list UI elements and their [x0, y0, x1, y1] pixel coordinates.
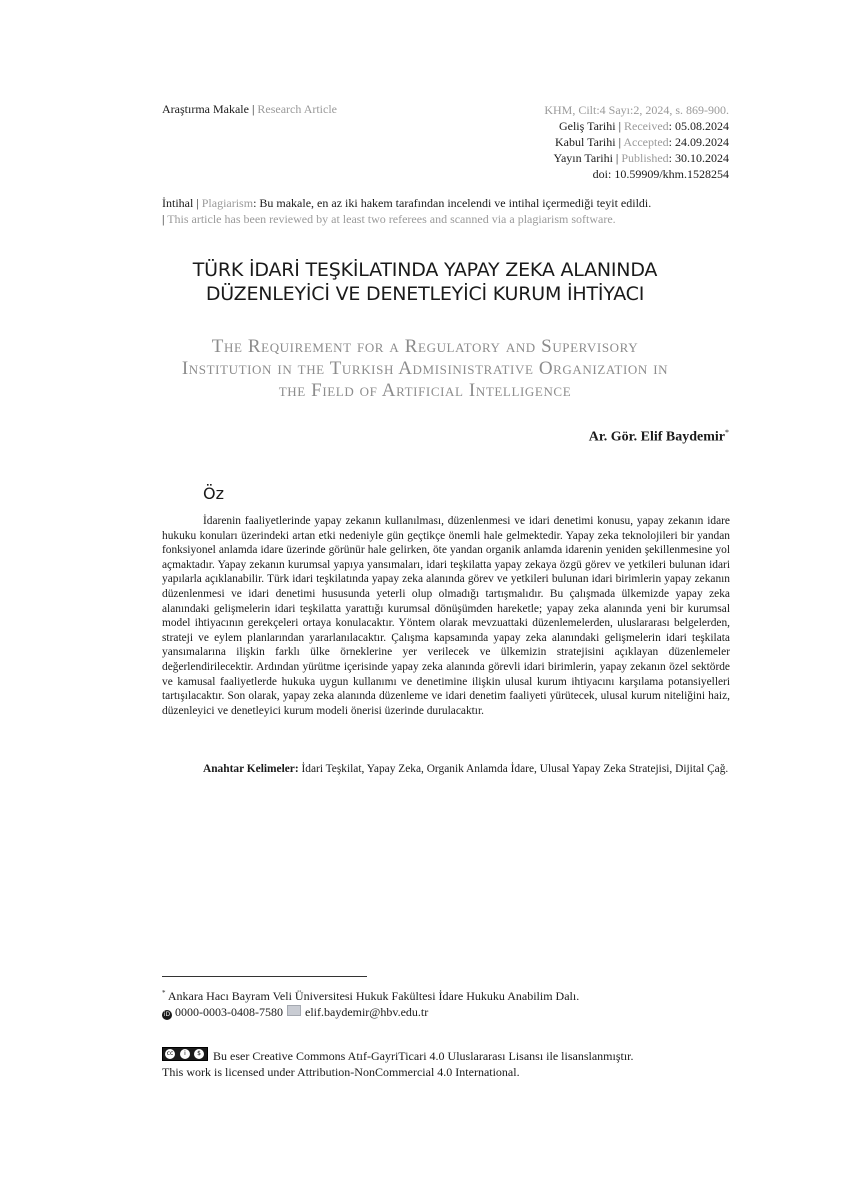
keywords	[162, 762, 730, 777]
cc-by-nc-license-icon[interactable]	[162, 1047, 208, 1061]
accepted-date: : 24.09.2024	[668, 135, 729, 149]
orcid-id[interactable]: 0000-0003-0408-7580	[175, 1005, 283, 1019]
plagiarism-line-tr: İntihal | Plagiarism: Bu makale, en az iki hakem tarafından incelendi ve intihal içermediği teyit edildi.	[162, 196, 652, 210]
plagiarism-text-en: This article has been reviewed by at least two referees and scanned via a plagiarism software.	[164, 212, 616, 226]
footnote-divider	[162, 976, 367, 977]
keywords-label: Anahtar Kelimeler:	[203, 763, 299, 775]
plagiarism-note	[162, 195, 722, 227]
keywords-text: İdari Teşkilat, Yapay Zeka, Organik Anlamda İdare, Ulusal Yapay Zeka Stratejisi, Dijital Çağ.	[298, 763, 729, 775]
abstract-heading: Öz	[203, 484, 224, 503]
footnote	[162, 985, 579, 1020]
license-text-en: This work is licensed under Attribution-NonCommercial 4.0 International.	[162, 1065, 520, 1079]
title-en-line-1: The Requirement for a Regulatory and Supervisory	[211, 336, 639, 357]
affiliation: Ankara Hacı Bayram Veli Üniversitesi Hukuk Fakültesi İdare Hukuku Anabilim Dalı.	[165, 989, 580, 1003]
license-line-tr	[162, 1047, 634, 1064]
article-type	[162, 102, 337, 117]
published-label-en: Published	[621, 151, 669, 165]
received-label-tr: Geliş Tarihi	[558, 119, 616, 133]
received-date: : 05.08.2024	[668, 119, 729, 133]
footnote-mark: *	[162, 989, 166, 997]
author-footnote-mark: *	[725, 428, 729, 437]
article-type-en: Research Article	[257, 102, 338, 116]
accepted-line: Kabul Tarihi | Accepted: 24.09.2024	[555, 135, 729, 149]
by-badge-text: i	[180, 1049, 190, 1059]
author-name: Ar. Gör. Elif Baydemir	[588, 429, 725, 445]
title-tr-line-1: TÜRK İDARİ TEŞKİLATINDA YAPAY ZEKA ALANINDA	[192, 259, 658, 281]
published-line: Yayın Tarihi | Published: 30.10.2024	[553, 151, 729, 165]
plagiarism-label-tr: İntihal	[162, 196, 194, 210]
plagiarism-bar: |	[162, 212, 165, 226]
email-address[interactable]: elif.baydemir@hbv.edu.tr	[305, 1005, 429, 1019]
title-en-line-3: the Field of Artificial Intelligence	[278, 380, 572, 401]
received-label-en: Received	[624, 119, 669, 133]
footnote-affiliation-line	[162, 985, 579, 1004]
title-english	[150, 336, 700, 402]
cc-badge-text: cc	[166, 1050, 174, 1057]
accepted-label-en: Accepted	[623, 135, 669, 149]
footnote-contact-line	[162, 1004, 579, 1020]
received-line: Geliş Tarihi | Received: 05.08.2024	[558, 119, 729, 133]
published-label-tr: Yayın Tarihi	[553, 151, 613, 165]
nc-badge-text: $	[194, 1049, 204, 1059]
orcid-icon: iD	[163, 1011, 171, 1018]
plagiarism-text-tr: : Bu makale, en az iki hakem tarafından incelendi ve intihal içermediği teyit edildi.	[253, 196, 652, 210]
abstract-text: İdarenin faaliyetlerinde yapay zekanın kullanılması, düzenlenmesi ve idari denetimi konusu, yapay zekanın idare hukuku konuları üzerindeki artan etki nedeniyle gün geçtikçe önemli hale gelmektedir. Yapay zeka teknolojileri bir yandan fonksiyonel anlamda idare üzerinde görünür hale gelirken, öte yandan organik anlamda idarenin yeniden şekillenmesine yol açmaktadır. Yapay zekanın kurumsal yapıya yansımaları, idari teşkilatta yapay zekaya özgü görev ve yetkileri bulunan idari yapılarla açıklanabilir. Türk idari teşkilatında yapay zeka alanında görev ve yetkileri bulunan idari birimlerin yapay zekanın düzenlenmesi ve idari denetimi hususunda yeterli olup olmadığı tartışmalıdır. Bu çalışmada ülkemizde yapay zeka alanındaki gelişmelerin idari teşkilatta yarattığı kurumsal dönüşümden hareketle; yapay zeka alanında yeni bir kurumsal model ihtiyacının gerekçeleri ortaya konulacaktır. Yöntem olarak mevzuattaki düzenlemelerden, uluslararası belgelerden, strateji ve eylem planlarından yararlanılacaktır. Çalışma kapsamında yapay zeka alanındaki gelişmelerin idari teşkilata yansımalarına ilişkin farklı ülke örneklerine yer verilecek ve ülkemizin stratejisini açıklayan düzenlemeler değerlendirilecektir. Ardından yürütme içerisinde yapay zeka alanında görevli idari birimlerin, yapay zekanın özel sektörde ve kamusal faaliyetlerde hukuka uygun kullanımı ve denetimine ilişkin ulusal kurum ihtiyacını karşılama potansiyelleri tartışılacaktır. Son olarak, yapay zeka alanında düzenleme ve idari denetim faaliyeti yürütecek, ulusal kurum niteliğini haiz, düzenleyici ve denetleyici kurum modeli önerisi üzerinde durulacaktır.	[162, 515, 730, 717]
article-type-tr: Araştırma Makale	[162, 102, 249, 116]
license-text-tr: Bu eser Creative Commons Atıf-GayriTicari 4.0 Uluslararası Lisansı ile lisanslanmıştır.	[213, 1049, 634, 1063]
email-icon	[287, 1005, 301, 1016]
author	[589, 428, 729, 446]
title-turkish	[150, 258, 700, 306]
plagiarism-line-en	[162, 211, 722, 227]
plagiarism-label-en: Plagiarism	[201, 196, 254, 210]
accepted-label-tr: Kabul Tarihi	[555, 135, 616, 149]
doi[interactable]: doi: 10.59909/khm.1528254	[592, 167, 729, 181]
license	[162, 1047, 634, 1080]
title-tr-line-2: DÜZENLEYİCİ VE DENETLEYİCİ KURUM İHTİYACI	[205, 283, 645, 305]
article-meta	[544, 102, 729, 182]
separator: |	[248, 102, 258, 116]
title-en-line-2: Institution in the Turkish Admisinistrative Organization in	[181, 358, 669, 379]
journal-citation: KHM, Cilt:4 Sayı:2, 2024, s. 869-900.	[544, 103, 729, 117]
published-date: : 30.10.2024	[668, 151, 729, 165]
